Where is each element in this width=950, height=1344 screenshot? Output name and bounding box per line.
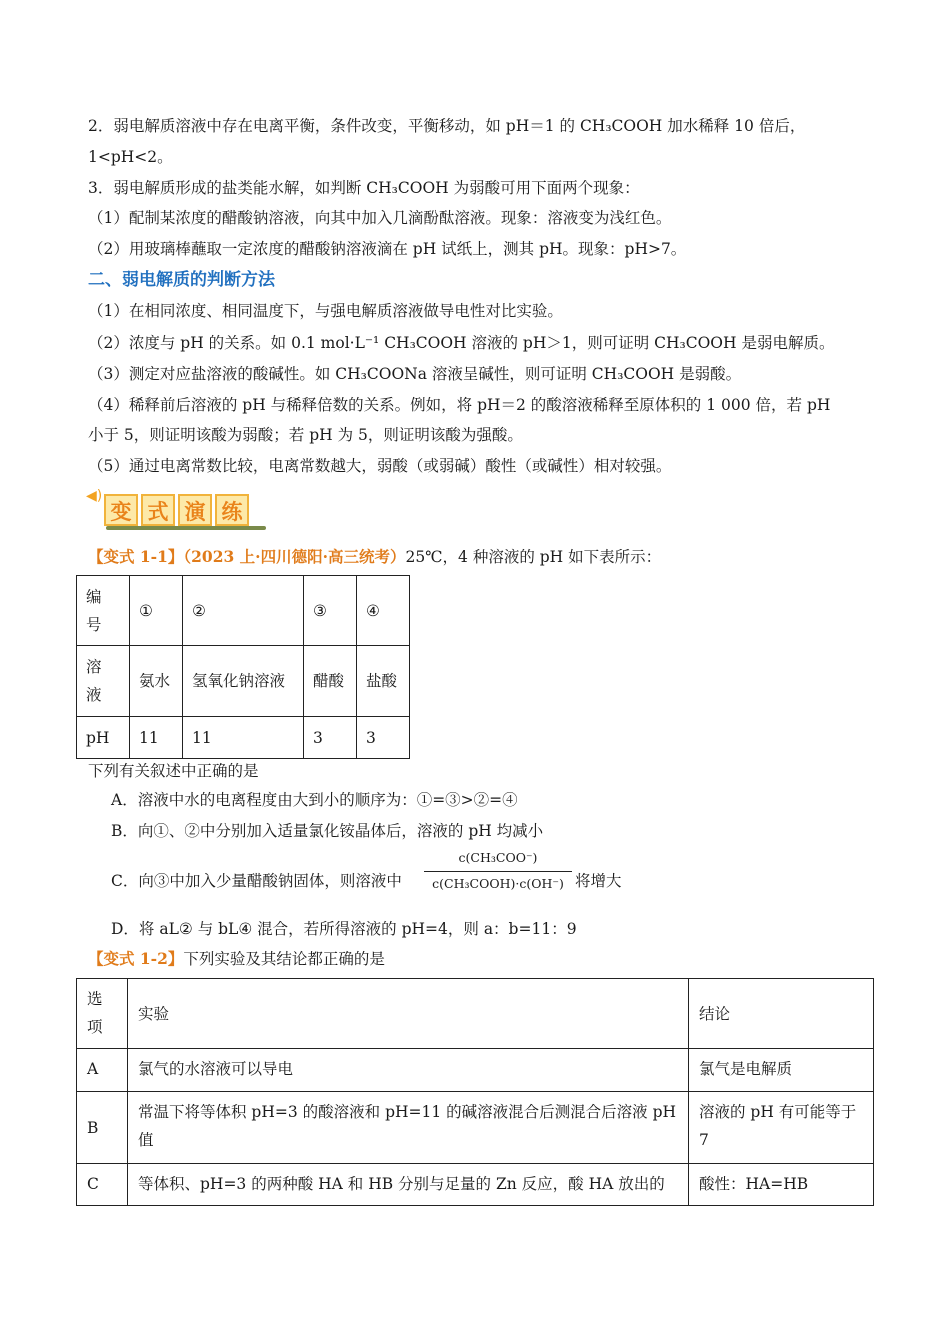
table-cell: B: [77, 1092, 128, 1164]
q1-prompt: 下列有关叙述中正确的是: [88, 762, 259, 780]
table-cell: 结论: [689, 979, 874, 1049]
table-row: [77, 1049, 874, 1092]
q1-option-a: A．溶液中水的电离程度由大到小的顺序为：①=③>②=④: [111, 791, 518, 809]
fraction-denominator: c(CH₃COOH)·c(OH⁻): [432, 876, 564, 891]
practice-banner: [86, 484, 276, 532]
banner-char-3: 演: [178, 494, 212, 526]
q2-tag: 【变式 1-2】: [88, 949, 184, 968]
table-row: [77, 1092, 874, 1164]
speaker-icon: ◀): [86, 488, 103, 504]
table-cell: ①: [130, 576, 183, 646]
concentration-fraction: [422, 848, 574, 898]
table-cell: 溶液的 pH 有可能等于 7: [689, 1092, 874, 1164]
section2-item5: （5）通过电离常数比较，电离常数越大，弱酸（或弱碱）酸性（或碱性）相对较强。: [88, 457, 672, 475]
section2-item2: （2）浓度与 pH 的关系。如 0.1 mol·L⁻¹ CH₃COOH 溶液的 pH＞1，则可证明 CH₃COOH 是弱电解质。: [88, 334, 835, 352]
q1-tag: 【变式 1-1】（2023 上·四川德阳·高三统考）: [88, 547, 406, 566]
q2-header: [88, 948, 385, 970]
experiment-table: [76, 978, 874, 1206]
section2-item4-line1: （4）稀释前后溶液的 pH 与稀释倍数的关系。例如，将 pH＝2 的酸溶液稀释至原体积的 1 000 倍，若 pH: [88, 396, 831, 414]
table-cell: 编 号: [77, 576, 130, 646]
banner-char-2: 式: [141, 494, 175, 526]
table-cell: pH: [77, 717, 130, 759]
table-cell: 酸性：HA=HB: [689, 1164, 874, 1206]
banner-base: [106, 526, 266, 530]
table-cell: 3: [357, 717, 410, 759]
section2-item1: （1）在相同浓度、相同温度下，与强电解质溶液做导电性对比实验。: [88, 302, 563, 320]
q1-header: [88, 546, 661, 568]
table-row: [77, 646, 410, 717]
table-cell: A: [77, 1049, 128, 1092]
section2-item4-line2: 小于 5，则证明该酸为弱酸；若 pH 为 5，则证明该酸为强酸。: [88, 426, 523, 444]
table-cell: 醋酸: [304, 646, 357, 717]
para3-item2: （2）用玻璃棒蘸取一定浓度的醋酸钠溶液滴在 pH 试纸上，测其 pH。现象：pH>7。: [88, 240, 687, 258]
banner-char-1: 变: [104, 494, 138, 526]
table-row: [77, 576, 410, 646]
table-cell: ④: [357, 576, 410, 646]
table-cell: 氯气的水溶液可以导电: [128, 1049, 689, 1092]
table-cell: 11: [130, 717, 183, 759]
q1-stem: 25℃，4 种溶液的 pH 如下表所示：: [405, 548, 662, 566]
q2-stem: 下列实验及其结论都正确的是: [183, 950, 385, 968]
para3-item1: （1）配制某浓度的醋酸钠溶液，向其中加入几滴酚酞溶液。现象：溶液变为浅红色。: [88, 209, 672, 227]
table-row: [77, 979, 874, 1049]
table-cell: C: [77, 1164, 128, 1206]
table-row: [77, 1164, 874, 1206]
q1-option-c-post: 将增大: [575, 872, 622, 890]
table-cell: 盐酸: [357, 646, 410, 717]
table-cell: 实验: [128, 979, 689, 1049]
section2-item3: （3）测定对应盐溶液的酸碱性。如 CH₃COONa 溶液呈碱性，则可证明 CH₃COOH 是弱酸。: [88, 365, 742, 383]
q1-option-d: D．将 aL② 与 bL④ 混合，若所得溶液的 pH=4，则 a：b=11：9: [111, 920, 577, 938]
para2-line2: 1<pH<2。: [88, 148, 173, 166]
table-cell: 溶 液: [77, 646, 130, 717]
table-cell: 氯气是电解质: [689, 1049, 874, 1092]
ph-table: [76, 575, 410, 759]
table-cell: ③: [304, 576, 357, 646]
table-row: [77, 717, 410, 759]
section-heading: 二、弱电解质的判断方法: [88, 270, 275, 290]
table-cell: ②: [183, 576, 304, 646]
table-cell: 常温下将等体积 pH=3 的酸溶液和 pH=11 的碱溶液混合后测混合后溶液 pH 值: [128, 1092, 689, 1164]
banner-char-4: 练: [215, 494, 249, 526]
table-cell: 氨水: [130, 646, 183, 717]
fraction-numerator: c(CH₃COO⁻): [458, 850, 538, 865]
table-cell: 等体积、pH=3 的两种酸 HA 和 HB 分别与足量的 Zn 反应，酸 HA 放出的: [128, 1164, 689, 1206]
q1-option-c-pre: C．向③中加入少量醋酸钠固体，则溶液中: [111, 872, 402, 890]
table-cell: 氢氧化钠溶液: [183, 646, 304, 717]
para3-line1: 3．弱电解质形成的盐类能水解，如判断 CH₃COOH 为弱酸可用下面两个现象：: [88, 179, 640, 197]
q1-option-b: B．向①、②中分别加入适量氯化铵晶体后，溶液的 pH 均减小: [111, 822, 544, 840]
fraction-bar: [424, 871, 572, 872]
table-cell: 11: [183, 717, 304, 759]
table-cell: 3: [304, 717, 357, 759]
para2-line1: 2．弱电解质溶液中存在电离平衡，条件改变，平衡移动，如 pH＝1 的 CH₃COOH 加水稀释 10 倍后，: [88, 117, 806, 135]
table-cell: 选 项: [77, 979, 128, 1049]
